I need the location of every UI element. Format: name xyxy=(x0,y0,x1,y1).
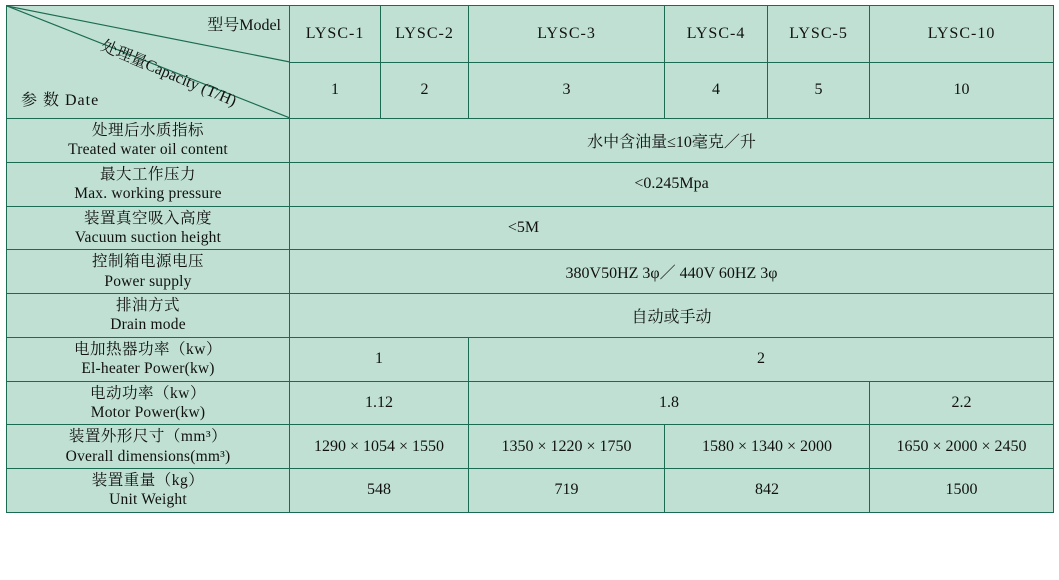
model-name-4: LYSC-4 xyxy=(665,6,768,63)
model-capacity-4: 4 xyxy=(665,62,768,119)
row-label-cn: 电动功率（kw） xyxy=(90,384,206,402)
row-label-en: Vacuum suction height xyxy=(74,228,222,246)
row-label-power-supply xyxy=(7,250,290,294)
row-label-en: Power supply xyxy=(104,272,192,290)
row-value-weight-4: 1500 xyxy=(870,469,1054,513)
table-row xyxy=(7,294,1054,338)
specification-table xyxy=(6,5,1054,513)
row-value-drain-mode: 自动或手动 xyxy=(290,294,1054,338)
corner-header-cell xyxy=(7,6,290,119)
model-name-1: LYSC-1 xyxy=(290,6,381,63)
row-label-en: El-heater Power(kw) xyxy=(81,360,215,378)
corner-model-label: 型号Model xyxy=(207,17,281,34)
table-row xyxy=(7,337,1054,381)
row-label-en: Overall dimensions(mm³) xyxy=(65,447,231,465)
row-label-en: Motor Power(kw) xyxy=(90,403,206,421)
row-value-dimensions-1: 1290 × 1054 × 1550 xyxy=(290,425,469,469)
model-name-5: LYSC-5 xyxy=(768,6,870,63)
model-capacity-2: 2 xyxy=(381,62,469,119)
row-label-cn: 装置外形尺寸（mm³） xyxy=(68,428,228,446)
model-capacity-3: 3 xyxy=(469,62,665,119)
corner-param-label: 参 数 Date xyxy=(21,92,100,109)
row-value-weight-1: 548 xyxy=(290,469,469,513)
header-row-model xyxy=(7,6,1054,63)
row-value-dimensions-4: 1650 × 2000 × 2450 xyxy=(870,425,1054,469)
row-label-en: Treated water oil content xyxy=(68,141,228,159)
row-value-dimensions-2: 1350 × 1220 × 1750 xyxy=(469,425,665,469)
model-name-6: LYSC-10 xyxy=(870,6,1054,63)
model-name-2: LYSC-2 xyxy=(381,6,469,63)
table-row xyxy=(7,250,1054,294)
row-value-vacuum-height: <5M xyxy=(290,206,1054,250)
row-value-weight-2: 719 xyxy=(469,469,665,513)
row-value-treated-water: 水中含油量≤10毫克／升 xyxy=(290,119,1054,163)
row-label-cn: 最大工作压力 xyxy=(99,165,196,183)
row-label-cn: 装置真空吸入高度 xyxy=(83,209,212,227)
row-value-dimensions-3: 1580 × 1340 × 2000 xyxy=(665,425,870,469)
row-label-max-pressure xyxy=(7,162,290,206)
row-label-en: Drain mode xyxy=(110,316,186,334)
row-value-motor-power-2: 1.8 xyxy=(469,381,870,425)
model-capacity-5: 5 xyxy=(768,62,870,119)
row-value-el-heater-2: 2 xyxy=(469,337,1054,381)
row-label-en: Max. working pressure xyxy=(74,185,222,203)
row-label-overall-dimensions xyxy=(7,425,290,469)
table-row xyxy=(7,119,1054,163)
row-label-cn: 装置重量（kg） xyxy=(91,472,205,489)
row-label-cn: 控制箱电源电压 xyxy=(91,253,204,271)
table-row xyxy=(7,469,1054,513)
table-row xyxy=(7,381,1054,425)
row-value-weight-3: 842 xyxy=(665,469,870,513)
row-value-motor-power-1: 1.12 xyxy=(290,381,469,425)
row-label-el-heater xyxy=(7,337,290,381)
row-value-max-pressure: <0.245Mpa xyxy=(290,162,1054,206)
model-capacity-6: 10 xyxy=(870,62,1054,119)
table-row xyxy=(7,162,1054,206)
table-row xyxy=(7,206,1054,250)
row-label-motor-power xyxy=(7,381,290,425)
model-capacity-1: 1 xyxy=(290,62,381,119)
row-label-en: Unit Weight xyxy=(109,491,187,509)
row-label-cn: 电加热器功率（kw） xyxy=(74,340,222,358)
row-label-drain-mode xyxy=(7,294,290,338)
model-name-3: LYSC-3 xyxy=(469,6,665,63)
table-row xyxy=(7,425,1054,469)
row-label-cn: 排油方式 xyxy=(115,297,180,314)
row-label-vacuum-height xyxy=(7,206,290,250)
row-value-el-heater-1: 1 xyxy=(290,337,469,381)
row-label-cn: 处理后水质指标 xyxy=(91,122,204,139)
row-label-unit-weight xyxy=(7,469,290,513)
row-value-power-supply: 380V50HZ 3φ／ 440V 60HZ 3φ xyxy=(290,250,1054,294)
row-label-treated-water xyxy=(7,119,290,163)
corner-capacity-label: 处理量Capacity (T/H) xyxy=(98,37,239,111)
row-value-motor-power-3: 2.2 xyxy=(870,381,1054,425)
